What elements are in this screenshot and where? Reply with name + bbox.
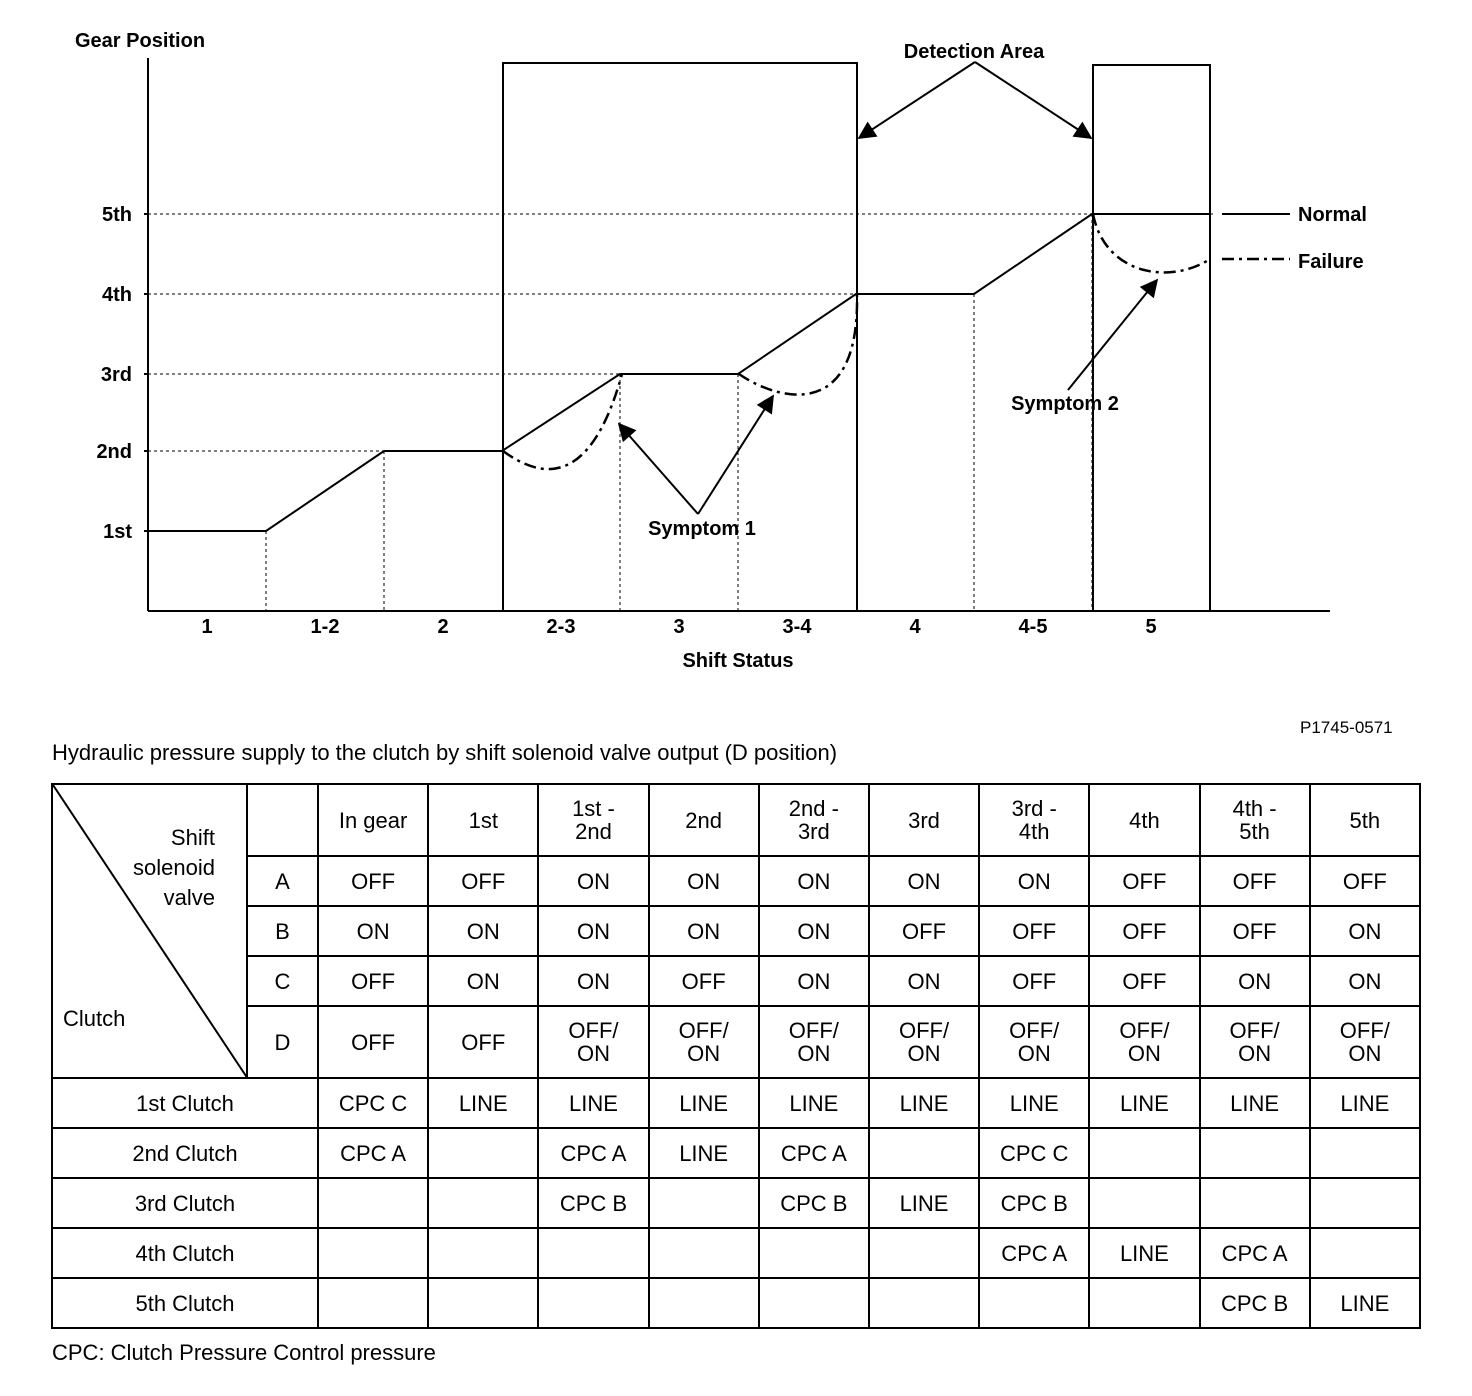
clutch-value-cell: CPC A: [759, 1128, 869, 1178]
solenoid-value-cell: OFF/ ON: [869, 1006, 979, 1078]
x-axis-title: Shift Status: [682, 650, 794, 672]
ytick-label-1st: 1st: [103, 521, 132, 543]
normal-shift-line: [148, 214, 1210, 531]
solenoid-value-cell: OFF/ ON: [1200, 1006, 1310, 1078]
solenoid-value-cell: OFF/ ON: [1089, 1006, 1199, 1078]
solenoid-value-cell: OFF/ ON: [759, 1006, 869, 1078]
xtick-label-2-3: 2-3: [546, 616, 576, 638]
cpc-footnote: CPC: Clutch Pressure Control pressure: [52, 1340, 436, 1365]
clutch-value-cell: LINE: [649, 1078, 759, 1128]
solenoid-name-cell: A: [247, 856, 318, 906]
solenoid-value-cell: OFF: [869, 906, 979, 956]
clutch-value-cell: [759, 1228, 869, 1278]
solenoid-value-cell: ON: [979, 856, 1089, 906]
failure-curve-5: [1093, 214, 1210, 272]
clutch-value-cell: [1089, 1278, 1199, 1328]
clutch-value-cell: LINE: [1089, 1228, 1199, 1278]
column-header: 1st - 2nd: [538, 784, 648, 856]
clutch-name-cell: 4th Clutch: [52, 1228, 318, 1278]
table-corner-cell: [52, 784, 247, 1078]
clutch-value-cell: LINE: [428, 1078, 538, 1128]
column-header: 2nd: [649, 784, 759, 856]
table-caption: Hydraulic pressure supply to the clutch by shift solenoid valve output (D position): [52, 740, 838, 765]
solenoid-clutch-table: [51, 783, 1421, 1329]
clutch-value-cell: CPC A: [1200, 1228, 1310, 1278]
solenoid-value-cell: OFF: [979, 906, 1089, 956]
column-header: 5th: [1310, 784, 1420, 856]
clutch-value-cell: [1200, 1128, 1310, 1178]
solenoid-value-cell: OFF: [428, 1006, 538, 1078]
clutch-value-cell: [428, 1128, 538, 1178]
solenoid-value-cell: ON: [538, 906, 648, 956]
solenoid-value-cell: OFF/ ON: [538, 1006, 648, 1078]
corner-shift-label: Shift solenoid valve: [133, 825, 215, 910]
clutch-value-cell: CPC B: [979, 1178, 1089, 1228]
solenoid-name-cell: B: [247, 906, 318, 956]
solenoid-value-cell: OFF: [1089, 906, 1199, 956]
xtick-label-5: 5: [1145, 616, 1157, 638]
clutch-value-cell: LINE: [759, 1078, 869, 1128]
ytick-label-3rd: 3rd: [100, 364, 132, 386]
clutch-value-cell: LINE: [1310, 1278, 1420, 1328]
clutch-value-cell: CPC C: [979, 1128, 1089, 1178]
clutch-value-cell: [759, 1278, 869, 1328]
symptom-2-label: Symptom 2: [1011, 393, 1119, 415]
clutch-value-cell: [979, 1278, 1089, 1328]
column-header: In gear: [318, 784, 428, 856]
solenoid-value-cell: OFF: [318, 856, 428, 906]
xtick-label-3-4: 3-4: [782, 616, 812, 638]
clutch-value-cell: CPC C: [318, 1078, 428, 1128]
clutch-value-cell: [869, 1278, 979, 1328]
solenoid-value-cell: OFF: [649, 956, 759, 1006]
clutch-name-cell: 5th Clutch: [52, 1278, 318, 1328]
clutch-value-cell: [428, 1178, 538, 1228]
column-header: 3rd: [869, 784, 979, 856]
clutch-value-cell: [869, 1128, 979, 1178]
clutch-value-cell: [1089, 1128, 1199, 1178]
corner-clutch-label: Clutch: [63, 1006, 126, 1031]
clutch-value-cell: [428, 1228, 538, 1278]
clutch-value-cell: CPC B: [1200, 1278, 1310, 1328]
solenoid-name-cell: C: [247, 956, 318, 1006]
xtick-label-1: 1: [201, 616, 213, 638]
clutch-name-cell: 3rd Clutch: [52, 1178, 318, 1228]
solenoid-value-cell: ON: [759, 906, 869, 956]
column-header: 3rd - 4th: [979, 784, 1089, 856]
solenoid-value-cell: OFF/ ON: [1310, 1006, 1420, 1078]
detection-arrow-left: [859, 62, 975, 138]
solenoid-value-cell: OFF: [1200, 856, 1310, 906]
clutch-value-cell: LINE: [538, 1078, 648, 1128]
solenoid-value-cell: ON: [869, 856, 979, 906]
clutch-value-cell: [1310, 1128, 1420, 1178]
column-header: 4th - 5th: [1200, 784, 1310, 856]
y-axis-title: Gear Position: [75, 30, 206, 52]
solenoid-value-cell: OFF: [1089, 856, 1199, 906]
clutch-value-cell: [649, 1228, 759, 1278]
ytick-label-4th: 4th: [102, 284, 132, 306]
clutch-value-cell: LINE: [869, 1178, 979, 1228]
xtick-label-4: 4: [909, 616, 921, 638]
clutch-value-cell: [869, 1228, 979, 1278]
clutch-value-cell: CPC A: [538, 1128, 648, 1178]
clutch-name-cell: 2nd Clutch: [52, 1128, 318, 1178]
xtick-label-3: 3: [673, 616, 685, 638]
clutch-value-cell: LINE: [979, 1078, 1089, 1128]
clutch-value-cell: [538, 1228, 648, 1278]
legend-failure-label: Failure: [1298, 251, 1364, 273]
column-header: 2nd - 3rd: [759, 784, 869, 856]
clutch-value-cell: [428, 1278, 538, 1328]
solenoid-value-cell: ON: [759, 956, 869, 1006]
clutch-value-cell: [1310, 1228, 1420, 1278]
solenoid-value-cell: ON: [428, 956, 538, 1006]
clutch-value-cell: LINE: [1310, 1078, 1420, 1128]
column-header: 1st: [428, 784, 538, 856]
solenoid-value-cell: ON: [318, 906, 428, 956]
clutch-value-cell: LINE: [1089, 1078, 1199, 1128]
clutch-name-cell: 1st Clutch: [52, 1078, 318, 1128]
solenoid-value-cell: ON: [649, 906, 759, 956]
solenoid-value-cell: ON: [1310, 906, 1420, 956]
clutch-value-cell: [649, 1278, 759, 1328]
symptom-1-arrow-left: [619, 424, 698, 514]
solenoid-value-cell: ON: [759, 856, 869, 906]
symptom-1-label: Symptom 1: [648, 518, 756, 540]
ytick-label-2nd: 2nd: [96, 441, 132, 463]
clutch-value-cell: LINE: [1200, 1078, 1310, 1128]
symptom-2-arrow: [1068, 280, 1157, 390]
clutch-value-cell: [1310, 1178, 1420, 1228]
solenoid-value-cell: OFF: [318, 956, 428, 1006]
clutch-value-cell: CPC A: [318, 1128, 428, 1178]
solenoid-name-cell: D: [247, 1006, 318, 1078]
xtick-label-1-2: 1-2: [310, 616, 340, 638]
solenoid-value-cell: OFF: [428, 856, 538, 906]
symptom-1-arrow-right: [698, 396, 773, 514]
solenoid-value-cell: OFF: [1310, 856, 1420, 906]
solenoid-value-cell: OFF/ ON: [649, 1006, 759, 1078]
clutch-value-cell: [1089, 1178, 1199, 1228]
solenoid-value-cell: OFF: [1200, 906, 1310, 956]
detection-arrow-right: [975, 62, 1091, 138]
shift-status-separators: [266, 214, 1092, 611]
failure-curve-2-3: [503, 374, 622, 469]
clutch-value-cell: LINE: [649, 1128, 759, 1178]
solenoid-value-cell: ON: [1310, 956, 1420, 1006]
solenoid-value-cell: OFF: [1089, 956, 1199, 1006]
ytick-label-5th: 5th: [102, 204, 132, 226]
clutch-value-cell: CPC B: [538, 1178, 648, 1228]
clutch-value-cell: [649, 1178, 759, 1228]
clutch-value-cell: [538, 1278, 648, 1328]
solenoid-value-cell: ON: [1200, 956, 1310, 1006]
failure-curve-3-4: [739, 294, 857, 395]
solenoid-value-cell: OFF: [318, 1006, 428, 1078]
clutch-value-cell: [318, 1178, 428, 1228]
xtick-label-4-5: 4-5: [1018, 616, 1048, 638]
solenoid-value-cell: ON: [649, 856, 759, 906]
clutch-value-cell: LINE: [869, 1078, 979, 1128]
clutch-value-cell: [1200, 1178, 1310, 1228]
legend-normal-label: Normal: [1298, 204, 1367, 226]
header-blank-cell: [247, 784, 318, 856]
clutch-value-cell: [318, 1228, 428, 1278]
solenoid-value-cell: OFF/ ON: [979, 1006, 1089, 1078]
clutch-value-cell: CPC B: [759, 1178, 869, 1228]
solenoid-value-cell: ON: [869, 956, 979, 1006]
solenoid-value-cell: OFF: [979, 956, 1089, 1006]
solenoid-value-cell: ON: [538, 956, 648, 1006]
solenoid-value-cell: ON: [428, 906, 538, 956]
solenoid-value-cell: ON: [538, 856, 648, 906]
column-header: 4th: [1089, 784, 1199, 856]
gear-level-gridlines: [148, 214, 1215, 531]
detection-area-label: Detection Area: [903, 41, 1045, 63]
document-id: P1745-0571: [1300, 718, 1393, 737]
clutch-value-cell: CPC A: [979, 1228, 1089, 1278]
xtick-label-2: 2: [437, 616, 449, 638]
clutch-value-cell: [318, 1278, 428, 1328]
